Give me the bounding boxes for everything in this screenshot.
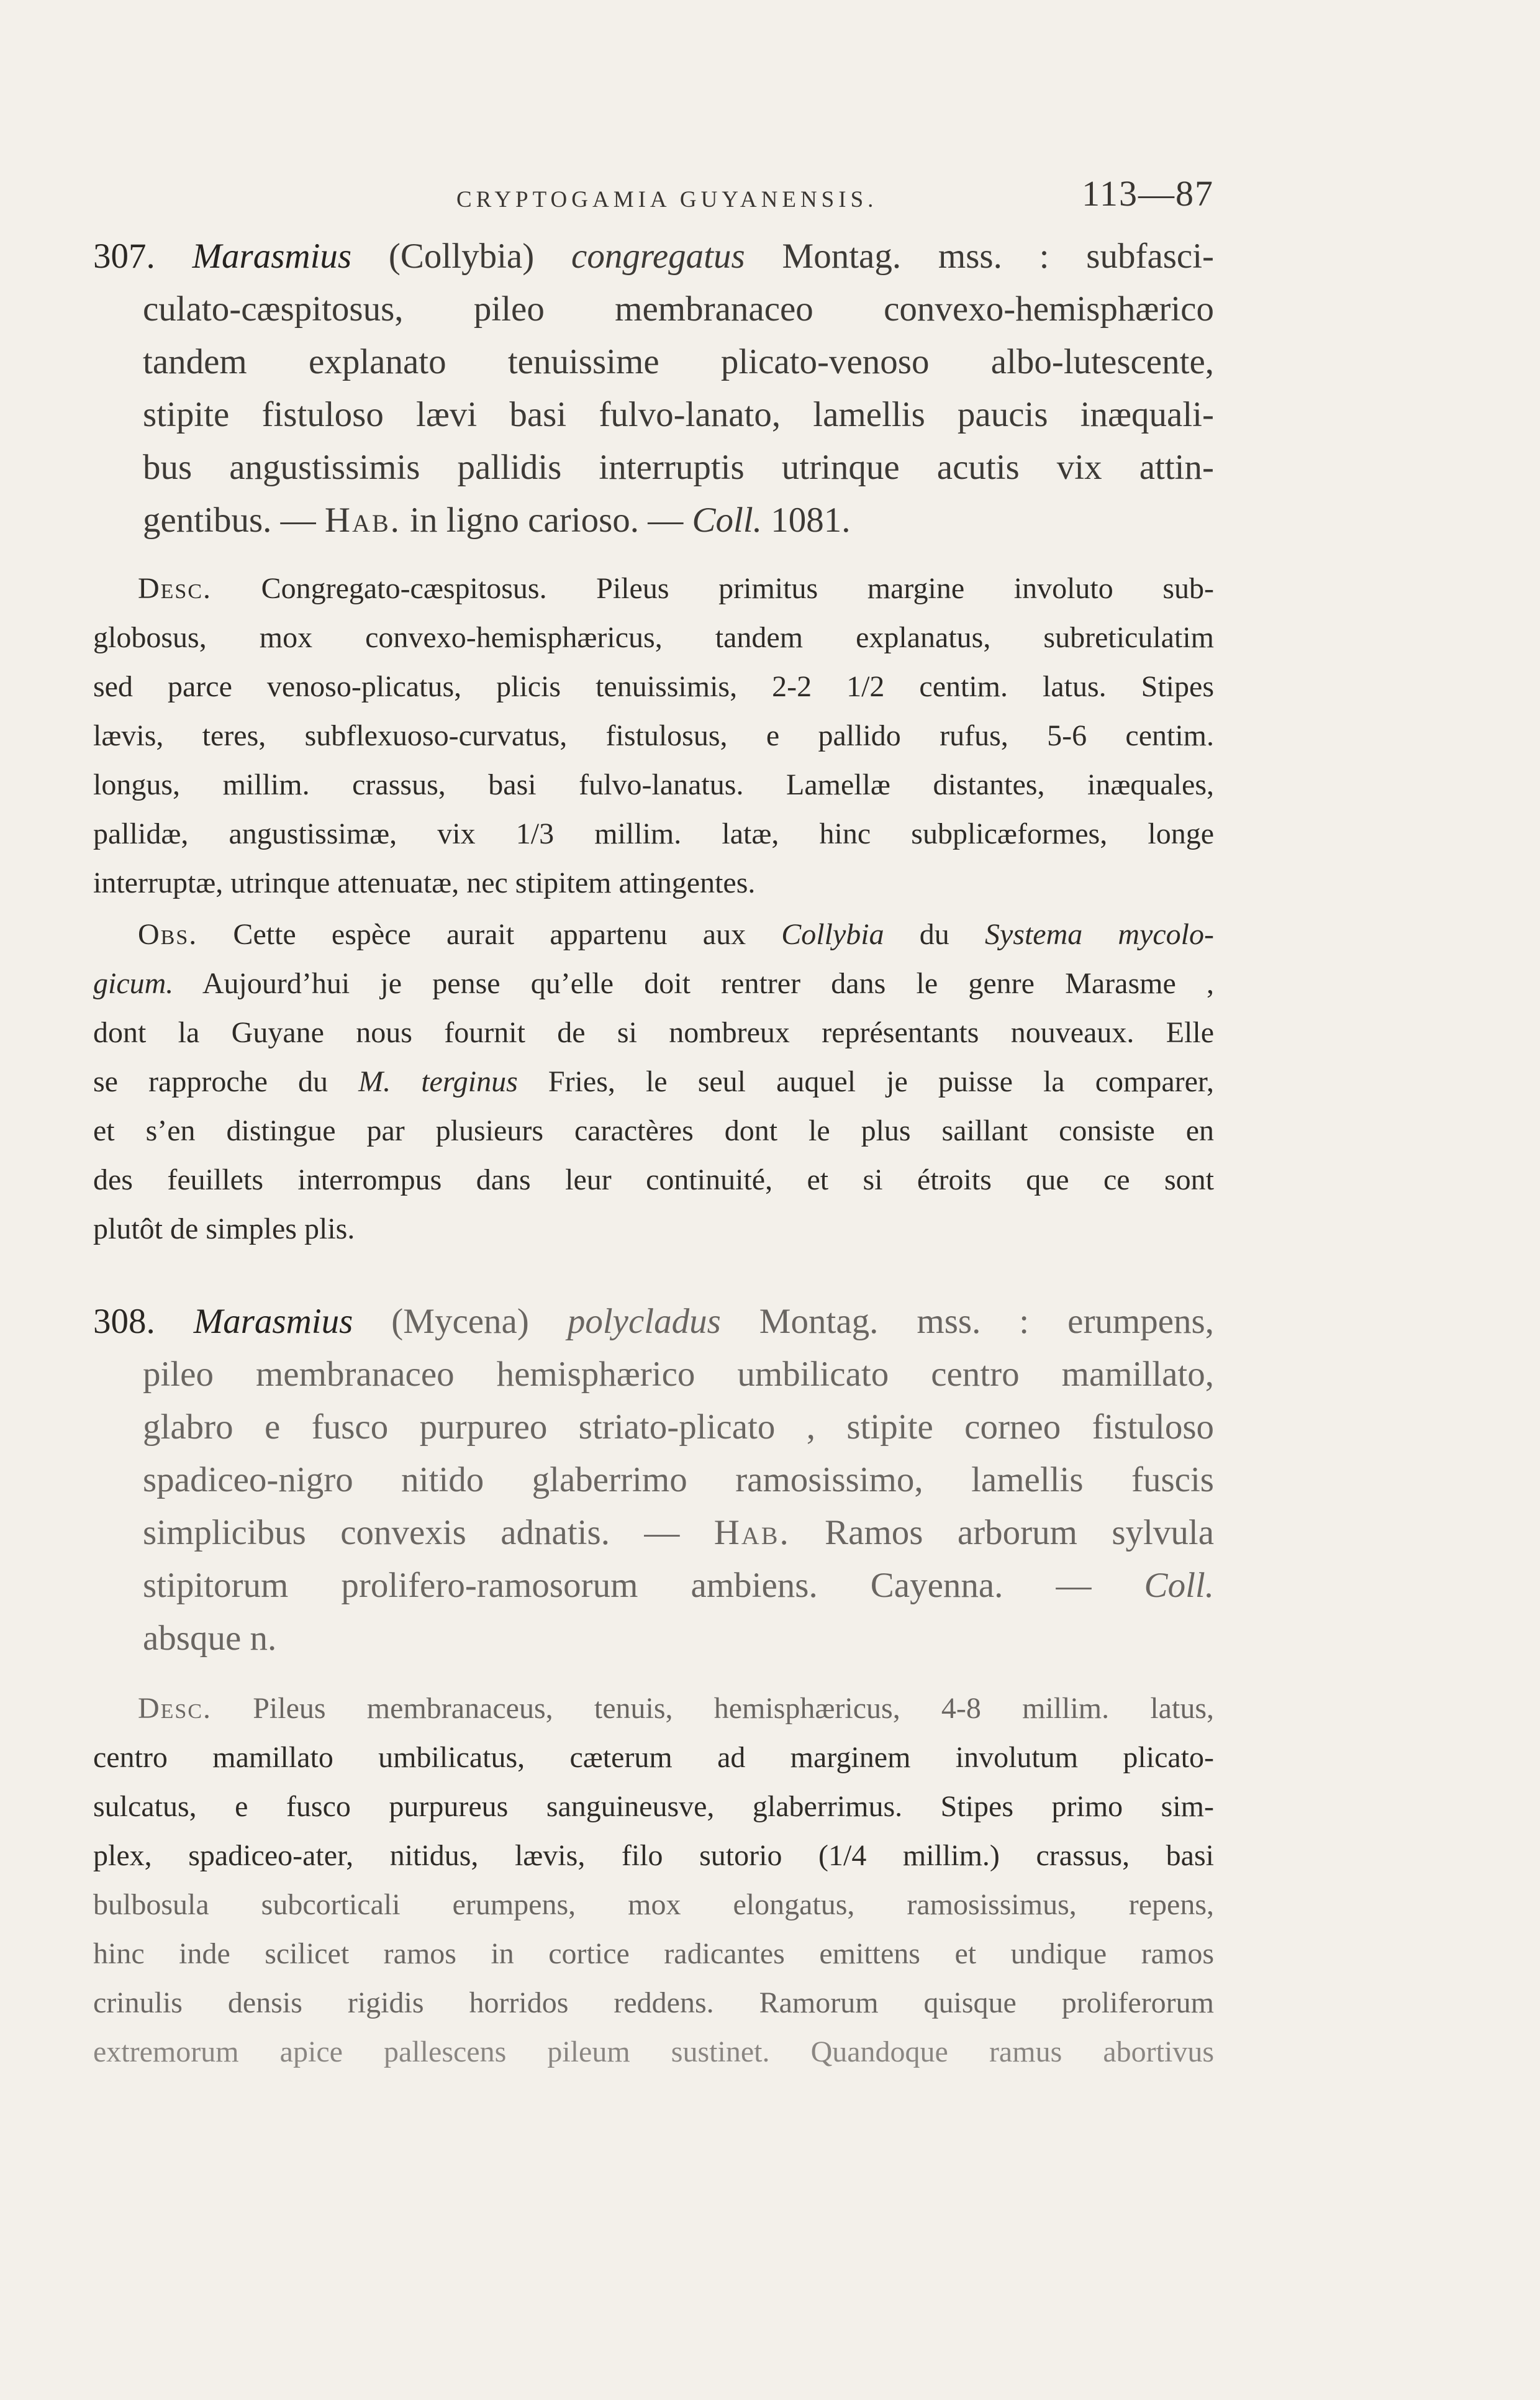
description-line: globosus, mox convexo-hemisphæricus, tandem explanatus, subreticulatim [93, 621, 1214, 654]
species-epithet: polycladus [567, 1302, 721, 1341]
page-number: 113—87 [1082, 173, 1214, 214]
text-run: stipitorum prolifero-ramosorum ambiens. Cayenna. — [143, 1566, 1144, 1605]
genus-name: Marasmius [192, 237, 352, 276]
desc-label: Desc. [138, 572, 212, 605]
work-title-end: gicum. [93, 967, 174, 1000]
description-line [93, 1684, 1214, 1733]
description-line: pallidæ, angustissimæ, vix 1/3 millim. latæ, hinc subplicæformes, longe [93, 817, 1214, 850]
subgenus-name: (Mycena) [391, 1302, 529, 1341]
entry-line: pileo membranaceo hemisphærico umbilicato centro mamillato, [143, 1355, 1214, 1394]
text-run: Pileus membranaceus, tenuis, hemisphæricus, 4-8 millim. latus, [212, 1692, 1214, 1725]
observation-line [93, 959, 1214, 1008]
text-run: du [884, 918, 985, 951]
text-run: Congregato-cæspitosus. Pileus primitus margine involuto sub- [212, 572, 1214, 605]
running-title: CRYPTOGAMIA GUYANENSIS. [456, 187, 878, 212]
text-run: Fries, le seul auquel je puisse la comparer, [517, 1065, 1214, 1098]
entry-line [93, 1295, 1214, 1348]
description-line: sed parce venoso-plicatus, plicis tenuissimis, 2-2 1/2 centim. latus. Stipes [93, 670, 1214, 703]
desc-label: Desc. [138, 1692, 212, 1725]
description-line: bulbosula subcorticali erumpens, mox elongatus, ramosissimus, repens, [93, 1888, 1214, 1921]
subgenus-name: (Collybia) [388, 237, 535, 276]
collection-label: Coll. [1144, 1566, 1214, 1605]
text-run: se rapproche du [93, 1065, 359, 1098]
running-head [93, 173, 1214, 225]
observation-line: des feuillets interrompus dans leur continuité, et si étroits que ce sont [93, 1163, 1214, 1196]
text-run: in ligno carioso. — [401, 501, 692, 540]
collection-label: Coll. [692, 501, 762, 540]
entry-line: stipite fistuloso lævi basi fulvo-lanato, lamellis paucis inæquali- [143, 395, 1214, 434]
text-run: Cette espèce aurait appartenu aux [197, 918, 782, 951]
description-307 [93, 564, 1214, 907]
genus-reference: Collybia [781, 918, 884, 951]
text-run: gentibus. — [143, 501, 325, 540]
species-308-entry [93, 1295, 1214, 1665]
description-line: hinc inde scilicet ramos in cortice radicantes emittens et undique ramos [93, 1937, 1214, 1970]
description-line: longus, millim. crassus, basi fulvo-lanatus. Lamellæ distantes, inæquales, [93, 768, 1214, 801]
description-line: centro mamillato umbilicatus, cæterum ad marginem involutum plicato- [93, 1741, 1214, 1774]
text-run: Aujourd’hui je pense qu’elle doit rentrer dans le genre Marasme , [173, 967, 1214, 1000]
species-number: 307. [93, 237, 155, 276]
observation-line: plutôt de simples plis. [93, 1212, 355, 1245]
habitat-label: Hab. [713, 1513, 790, 1552]
entry-line: tandem explanato tenuissime plicato-venoso albo-lutescente, [143, 342, 1214, 381]
description-line [93, 564, 1214, 613]
description-line: crinulis densis rigidis horridos reddens. Ramorum quisque proliferorum [93, 1986, 1214, 2019]
entry-line: absque n. [143, 1619, 277, 1658]
entry-line: culato-cæspitosus, pileo membranaceo convexo-hemisphærico [143, 289, 1214, 329]
species-number: 308. [93, 1302, 155, 1341]
observation-line [93, 1057, 1214, 1106]
observation-line [93, 910, 1214, 959]
entry-line [93, 1506, 1214, 1559]
observation-307 [93, 910, 1214, 1253]
description-line: lævis, teres, subflexuoso-curvatus, fistulosus, e pallido rufus, 5-6 centim. [93, 719, 1214, 752]
species-epithet: congregatus [571, 237, 745, 276]
description-line: interruptæ, utrinque attenuatæ, nec stipitem attingentes. [93, 866, 756, 899]
entry-line [93, 494, 1214, 547]
obs-label: Obs. [138, 918, 198, 951]
description-line: plex, spadiceo-ater, nitidus, lævis, filo sutorio (1/4 millim.) crassus, basi [93, 1839, 1214, 1872]
collection-number: 1081. [761, 501, 851, 540]
description-line: sulcatus, e fusco purpureus sanguineusve, glaberrimus. Stipes primo sim- [93, 1790, 1214, 1823]
genus-name: Marasmius [193, 1302, 353, 1341]
entry-line: bus angustissimis pallidis interruptis utrinque acutis vix attin- [143, 448, 1214, 487]
work-title: Systema mycolo- [984, 918, 1215, 951]
entry-line: spadiceo-nigro nitido glaberrimo ramosissimo, lamellis fuscis [143, 1460, 1214, 1499]
description-308 [93, 1684, 1214, 2076]
authority: Montag. mss. : erumpens, [759, 1302, 1214, 1341]
text-run: simplicibus convexis adnatis. — [143, 1513, 714, 1552]
species-307-entry [93, 230, 1214, 547]
observation-line: dont la Guyane nous fournit de si nombreux représentants nouveaux. Elle [93, 1016, 1214, 1049]
text-run: Ramos arborum sylvula [790, 1513, 1215, 1552]
entry-line [93, 1559, 1214, 1612]
entry-line [93, 230, 1214, 283]
authority: Montag. mss. : subfasci- [782, 237, 1215, 276]
habitat-label: Hab. [324, 501, 401, 540]
observation-line: et s’en distingue par plusieurs caractères dont le plus saillant consiste en [93, 1114, 1214, 1147]
species-reference: M. terginus [358, 1065, 518, 1098]
entry-line: glabro e fusco purpureo striato-plicato , stipite corneo fistuloso [143, 1407, 1214, 1447]
description-line: extremorum apice pallescens pileum sustinet. Quandoque ramus abortivus [93, 2035, 1214, 2068]
